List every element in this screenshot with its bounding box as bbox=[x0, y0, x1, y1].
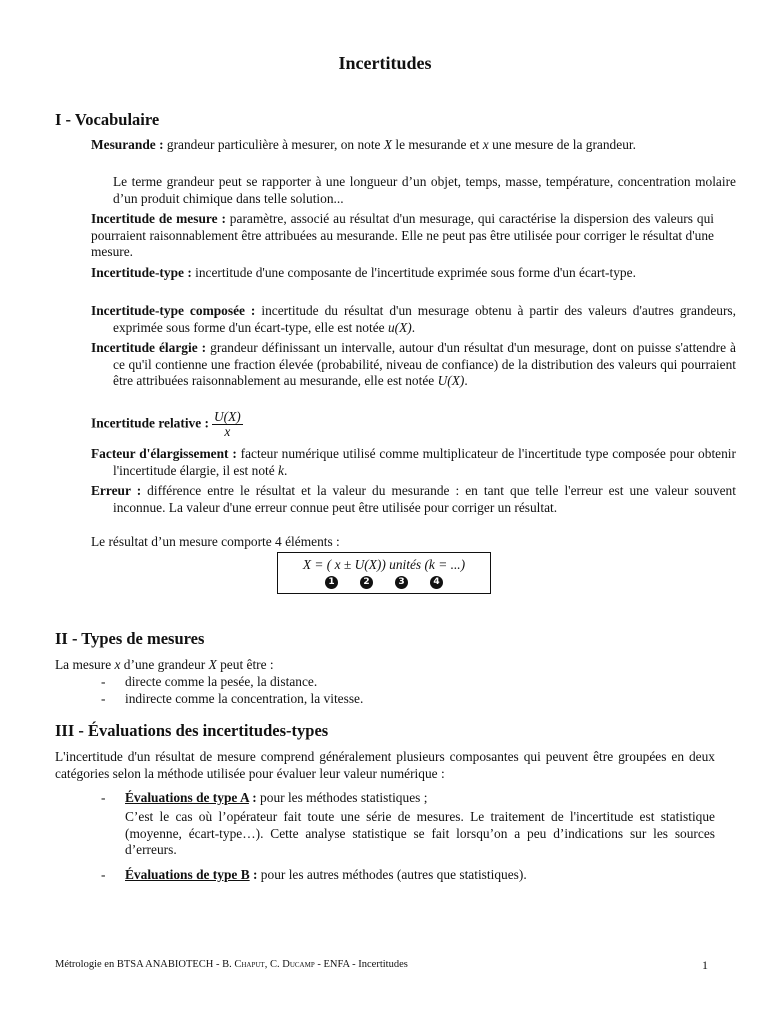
symbol: x bbox=[114, 657, 121, 672]
footer-author: Ducamp bbox=[282, 959, 315, 970]
list-item bbox=[101, 691, 715, 708]
definition-incertitude-mesure bbox=[91, 211, 714, 261]
footer-author: Chaput bbox=[234, 959, 265, 970]
list-item-text: directe comme la pesée, la distance. bbox=[125, 674, 318, 689]
type-a-label: Évaluations de type A bbox=[125, 790, 249, 805]
marker-1: 1 bbox=[325, 576, 338, 589]
term-label: Incertitude élargie : bbox=[91, 340, 207, 355]
symbol: U bbox=[437, 373, 448, 389]
evaluation-type-a bbox=[101, 790, 715, 807]
symbol-arg: (X) bbox=[394, 319, 412, 335]
definition-incertitude-type bbox=[91, 265, 736, 282]
list-item bbox=[101, 867, 715, 884]
symbol: X bbox=[383, 137, 393, 152]
definition-text: incertitude d'une composante de l'incertitude exprimée sous forme d'un écart-type. bbox=[191, 265, 636, 280]
definition-erreur bbox=[91, 483, 736, 516]
footer-text: , C. bbox=[264, 959, 283, 970]
term-label: Mesurande : bbox=[91, 137, 164, 152]
definition-text: incertitude du résultat d'un mesurage obtenu à partir des valeurs d'autres grandeurs, exprimée sous forme d'un écart-type, elle est notée bbox=[113, 303, 736, 335]
definition-mesurande bbox=[91, 137, 736, 154]
definition-incertitude-relative bbox=[91, 410, 714, 439]
result-formula-box bbox=[277, 552, 491, 594]
list-item-text: pour les méthodes statistiques ; bbox=[256, 790, 428, 805]
definition-facteur-elargissement bbox=[91, 446, 736, 479]
punctuation: . bbox=[283, 462, 288, 478]
list-item-text: pour les autres méthodes (autres que statistiques). bbox=[257, 867, 527, 882]
section-heading-evaluations: III - Évaluations des incertitudes-types bbox=[55, 721, 329, 740]
marker-3: 3 bbox=[395, 576, 408, 589]
symbol: x bbox=[482, 137, 489, 152]
formula-markers bbox=[278, 576, 490, 589]
definition-incertitude-composee bbox=[91, 303, 736, 336]
type-a-note: C’est le cas où l’opérateur fait toute une série de mesures. Le traitement de l'incertitude est statistique (moyenne, écart-type…). Cette analyse statistique se fait lorsqu’on a peu d’indications sur les sources d’erreurs. bbox=[125, 809, 715, 858]
symbol: u bbox=[387, 319, 395, 335]
symbol: X bbox=[208, 657, 217, 672]
list-item bbox=[101, 790, 715, 807]
types-intro bbox=[55, 657, 715, 674]
dash-bullet: - bbox=[101, 867, 106, 882]
definition-text: grandeur définissant un intervalle, autour d'un résultat d'un mesurage, dont on puisse s'attendre à ce qu'il contienne une fraction élevée (probabilité, niveau de confiance) de la distribution des valeurs qui pourraient être attribuées raisonnablement au mesurande, elle est notée bbox=[113, 340, 737, 389]
definition-text: différence entre le résultat et la valeur du mesurande : en tant que telle l'erreur est une valeur souvent inconnue. La valeur d'une erreur connue peut être utilisée pour corriger un résultat. bbox=[113, 483, 736, 515]
punctuation: : bbox=[249, 867, 258, 882]
term-label: Incertitude-type : bbox=[91, 265, 192, 280]
relative-fraction bbox=[212, 410, 243, 439]
punctuation: . bbox=[411, 319, 416, 335]
text: d’une grandeur bbox=[120, 657, 209, 672]
fraction-denominator: x bbox=[224, 424, 231, 439]
list-item-text: indirecte comme la concentration, la vitesse. bbox=[125, 690, 364, 706]
section-heading-types: II - Types de mesures bbox=[55, 629, 205, 648]
type-b-label: Évaluations de type B bbox=[125, 867, 250, 882]
term-label: Erreur : bbox=[91, 483, 142, 498]
text: La mesure bbox=[55, 657, 115, 672]
footer-text: Métrologie en BTSA ANABIOTECH - B. bbox=[55, 959, 235, 970]
punctuation: : bbox=[248, 790, 257, 805]
punctuation: . bbox=[464, 373, 468, 389]
footer-text: - ENFA - Incertitudes bbox=[314, 959, 408, 970]
symbol-arg: (X) bbox=[447, 373, 465, 389]
dash-bullet: - bbox=[101, 690, 106, 706]
definition-text: facteur numérique utilisé comme multiplicateur de l'incertitude type composée pour obtenir l'incertitude élargie, il est noté bbox=[113, 446, 736, 478]
resultat-intro: Le résultat d’un mesure comporte 4 éléments : bbox=[91, 534, 340, 549]
result-formula: X = ( x ± U(X)) unités (k = ...) bbox=[302, 557, 466, 572]
marker-2: 2 bbox=[360, 576, 373, 589]
section-heading-vocabulaire: I - Vocabulaire bbox=[55, 110, 160, 129]
definition-incertitude-elargie bbox=[91, 340, 736, 390]
mesurande-note: Le terme grandeur peut se rapporter à une longueur d’un objet, temps, masse, température, concentration molaire d’un produit chimique dans telle solution... bbox=[113, 174, 736, 206]
definition-text: une mesure de la grandeur. bbox=[488, 137, 636, 152]
page-title: Incertitudes bbox=[338, 53, 432, 73]
term-label: Incertitude de mesure : bbox=[91, 211, 226, 226]
definition-text: paramètre, associé au résultat d'un mesurage, qui caractérise la dispersion des valeurs qui pourraient raisonnablement être attribuées au mesurande. Elle ne peut pas être utilisée pour corriger le résultat d'une mesure. bbox=[91, 211, 714, 260]
page-number: 1 bbox=[702, 958, 708, 972]
list-item bbox=[101, 674, 715, 691]
types-list bbox=[101, 674, 715, 707]
definition-text: le mesurande et bbox=[392, 137, 483, 152]
dash-bullet: - bbox=[101, 674, 106, 689]
fraction-numerator: U(X) bbox=[214, 409, 241, 424]
page-footer bbox=[55, 958, 708, 972]
symbol: k bbox=[278, 462, 284, 478]
evaluations-intro: L'incertitude d'un résultat de mesure comprend généralement plusieurs composantes qui peuvent être groupées en deux catégories selon la méthode utilisée pour évaluer leur valeur numérique : bbox=[55, 749, 715, 781]
term-label: Facteur d'élargissement : bbox=[91, 446, 237, 461]
definition-text: grandeur particulière à mesurer, on note bbox=[163, 137, 384, 152]
dash-bullet: - bbox=[101, 790, 106, 805]
evaluation-type-b bbox=[101, 867, 715, 884]
term-label: Incertitude-type composée : bbox=[91, 303, 256, 318]
term-label: Incertitude relative : bbox=[91, 415, 209, 431]
text: peut être : bbox=[216, 657, 274, 672]
marker-4: 4 bbox=[430, 576, 443, 589]
